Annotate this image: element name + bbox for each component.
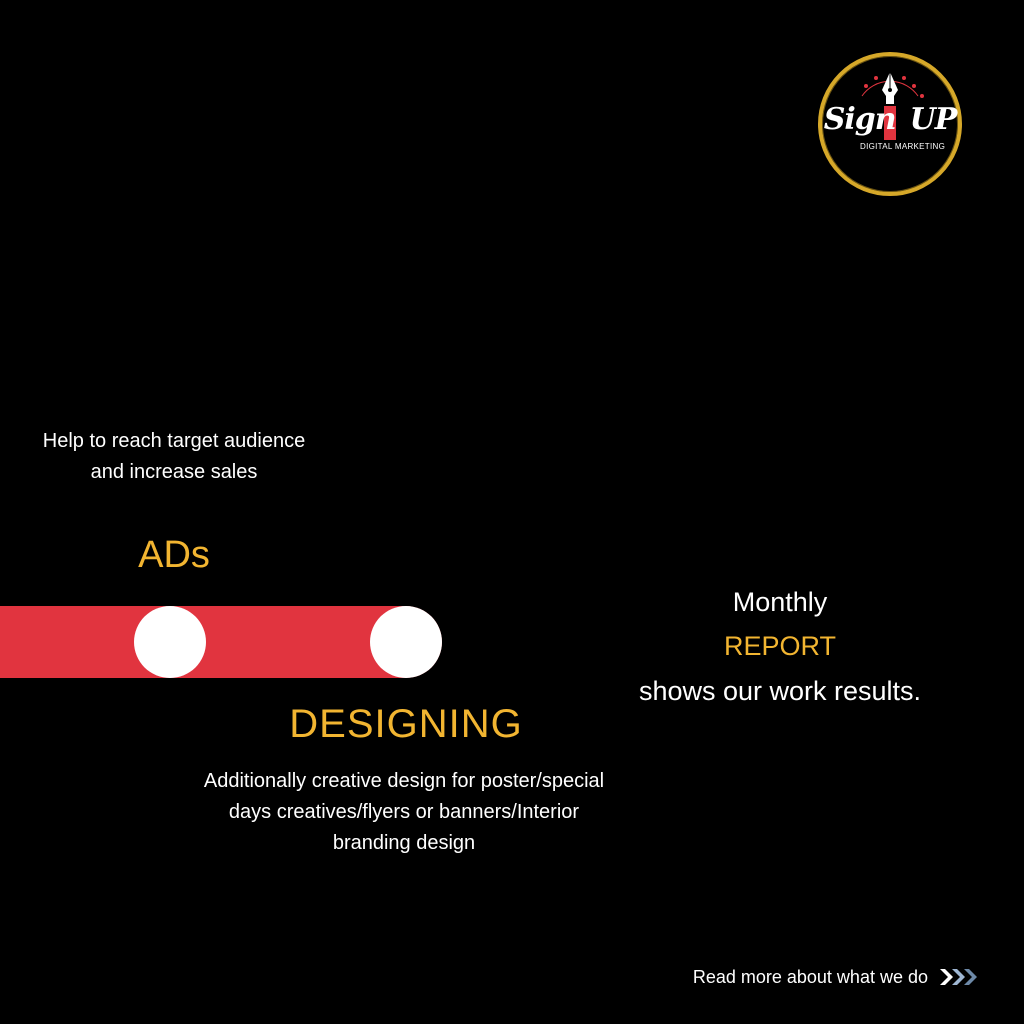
designing-title: DESIGNING (289, 702, 523, 746)
logo-word-left: Sign (823, 102, 896, 137)
triple-chevron-right-icon (938, 967, 980, 987)
report-line-results: shows our work results. (638, 676, 922, 706)
timeline-dot-ads (134, 606, 206, 678)
logo-wordmark (822, 102, 958, 137)
report-highlight: REPORT (723, 631, 837, 661)
timeline-dot-designing (370, 606, 442, 678)
logo-subtitle: DIGITAL MARKETING (860, 142, 946, 151)
read-more-label: Read more about what we do (692, 966, 928, 987)
read-more-link[interactable] (640, 962, 980, 992)
logo-word-right: UP (909, 102, 957, 137)
ads-description: Help to reach target audience and increase sales (42, 430, 306, 483)
signup-logo (818, 52, 962, 196)
ads-title: ADs (138, 534, 210, 576)
report-line-monthly: Monthly (732, 587, 828, 617)
designing-description: Additionally creative design for poster/special days creatives/flyers or banners/Interior branding design (203, 770, 605, 854)
